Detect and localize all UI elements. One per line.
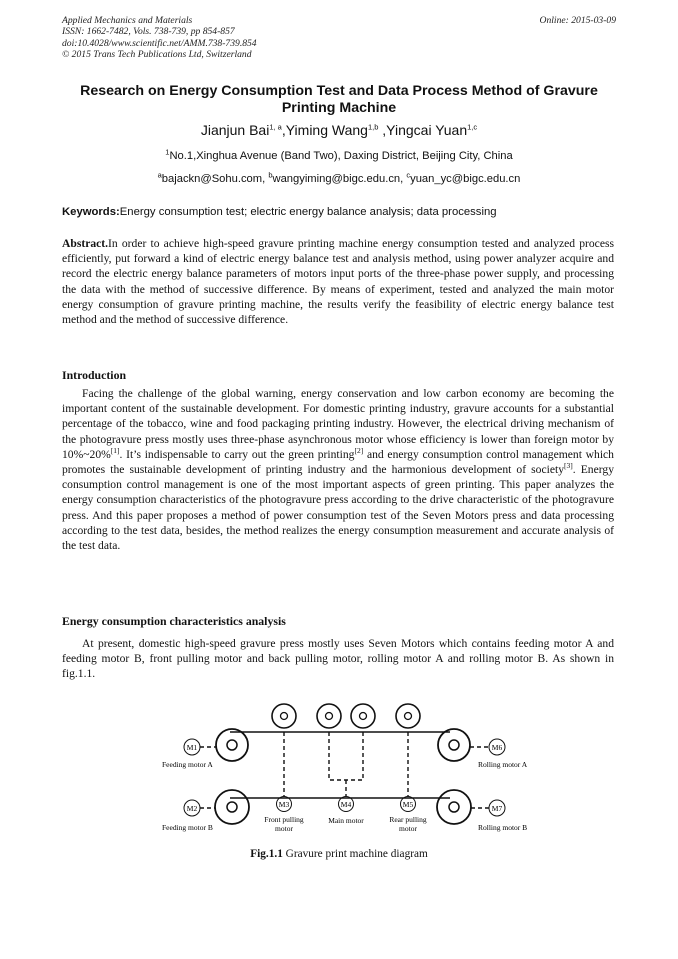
motor-label: M5 (402, 800, 414, 809)
intro-text: . It’s indispensable to carry out the green printing (119, 447, 355, 461)
intro-text: and energy consumption control management which promotes the sustainable development of printing industry and the harmonious development of society (62, 447, 614, 477)
rolling-roller-a (438, 729, 470, 761)
online-date: Online: 2015-03-09 (539, 15, 616, 26)
feeding-roller-b (215, 790, 249, 824)
citation-ref[interactable]: [3] (564, 461, 573, 471)
rear-pulling-label: motor (399, 824, 417, 833)
motor-label: M4 (340, 800, 352, 809)
rolling-motor-a-label: Rolling motor A (478, 760, 528, 769)
rolling-roller-b (437, 790, 471, 824)
section-heading-introduction: Introduction (62, 368, 127, 382)
figure-caption (62, 848, 616, 860)
email-list (62, 170, 616, 185)
motor-label: M7 (491, 804, 503, 813)
feeding-motor-a-label: Feeding motor A (162, 760, 213, 769)
affil-sup: 1 (165, 147, 170, 157)
keywords-label: Keywords: (62, 206, 120, 218)
keywords-text: Energy consumption test; electric energy balance analysis; data processing (119, 206, 497, 218)
top-roller (351, 704, 375, 728)
machine-diagram (152, 702, 542, 842)
rolling-motor-b-label: Rolling motor B (478, 823, 528, 832)
abstract-text: In order to achieve high-speed gravure printing machine energy consumption tested and analyzed process efficiently, put forward a kind of electric energy balance test and analysis method, using power analyzer acquire and record the electric energy balance parameters of motors input ports of the three-phase power supply, and processing the data with the method of successive difference. By means of experiment, tested and analyzed the main motor energy consumption of gravure printing machine, the results verify the feasibility of electric energy balance test method and the method of successive difference. (62, 237, 614, 327)
email-sup: c (406, 170, 411, 180)
top-roller (396, 704, 420, 728)
doi: doi:10.4028/www.scientific.net/AMM.738-739.854 (62, 37, 257, 49)
feeding-roller-a (216, 729, 248, 761)
feeding-motor-b-label: Feeding motor B (162, 823, 213, 832)
affiliation (62, 147, 616, 162)
author-name: ,Yingcai Yuan (378, 122, 468, 138)
section-heading-energy: Energy consumption characteristics analysis (62, 614, 286, 628)
abstract-label: Abstract. (62, 237, 109, 250)
top-rollers (272, 704, 420, 728)
email-sup: a (157, 170, 162, 180)
author-list (62, 122, 616, 138)
intro-text: Facing the challenge of the global warning, energy conservation and low carbon economy are becoming the important content of the sustainable development. For domestic printing industry, gravure accounts for a substantial percentage of the tobacco, wine and food packaging printing industry. However, the electrical driving mechanism of the photogravure press mostly uses three-phase asynchronous motor whose efficiency is lower than foreign motor by 10%~20% (62, 387, 614, 461)
affil-text: No.1,Xinghua Avenue (Band Two), Daxing District, Beijing City, China (169, 150, 513, 162)
paper-title: Research on Energy Consumption Test and Data Process Method of Gravure Printing Machine (80, 83, 598, 116)
caption-label: Fig.1.1 (250, 848, 283, 860)
author-affil-sup: 1,c (467, 122, 478, 132)
rear-pulling-label: Rear pulling (389, 815, 427, 824)
intro-text: . Energy consumption control management is one of the most important aspects of green printing. This paper analyzes the energy consumption characteristics of the photogravure press according to the drive characteristic of the photogravure press. And this paper proposes a method of power consumption test of the Seven Motors press and data processing according to the test data, besides, the method realizes the energy consumption measurement and accurate analysis of the test data. (62, 463, 614, 553)
main-motor-label: Main motor (328, 816, 364, 825)
email-link[interactable]: wangyiming@bigc.edu.cn, (272, 173, 407, 185)
introduction-paragraph (62, 386, 614, 553)
author-name: ,Yiming Wang (281, 122, 368, 138)
top-roller (317, 704, 341, 728)
copyright: © 2015 Trans Tech Publications Ltd, Switzerland (62, 48, 252, 60)
motor-label: M3 (278, 800, 290, 809)
top-roller (272, 704, 296, 728)
email-link[interactable]: yuan_yc@bigc.edu.cn (410, 173, 521, 185)
author-affil-sup: 1, a (269, 122, 282, 132)
motor-label: M2 (186, 804, 198, 813)
front-pulling-label: motor (275, 824, 293, 833)
citation-ref[interactable]: [1] (110, 445, 120, 455)
front-pulling-label: Front pulling (264, 815, 304, 824)
author-affil-sup: 1,b (367, 122, 379, 132)
abstract (62, 236, 614, 327)
journal-name: Applied Mechanics and Materials (62, 15, 193, 26)
email-sup: b (268, 170, 273, 180)
energy-paragraph: At present, domestic high-speed gravure press mostly uses Seven Motors which contains feeding motor A and feeding motor B, front pulling motor and back pulling motor, rolling motor A and rolling motor B. As shown in fig.1.1. (62, 637, 614, 681)
keywords (62, 206, 616, 218)
issn: ISSN: 1662-7482, Vols. 738-739, pp 854-857 (62, 26, 235, 38)
author-name: Jianjun Bai (200, 122, 270, 138)
email-link[interactable]: bajackn@Sohu.com, (161, 173, 269, 185)
caption-text: Gravure print machine diagram (282, 848, 428, 860)
journal-meta (62, 15, 257, 60)
motor-label: M1 (186, 743, 198, 752)
motor-label: M6 (491, 743, 503, 752)
citation-ref[interactable]: [2] (354, 445, 364, 455)
